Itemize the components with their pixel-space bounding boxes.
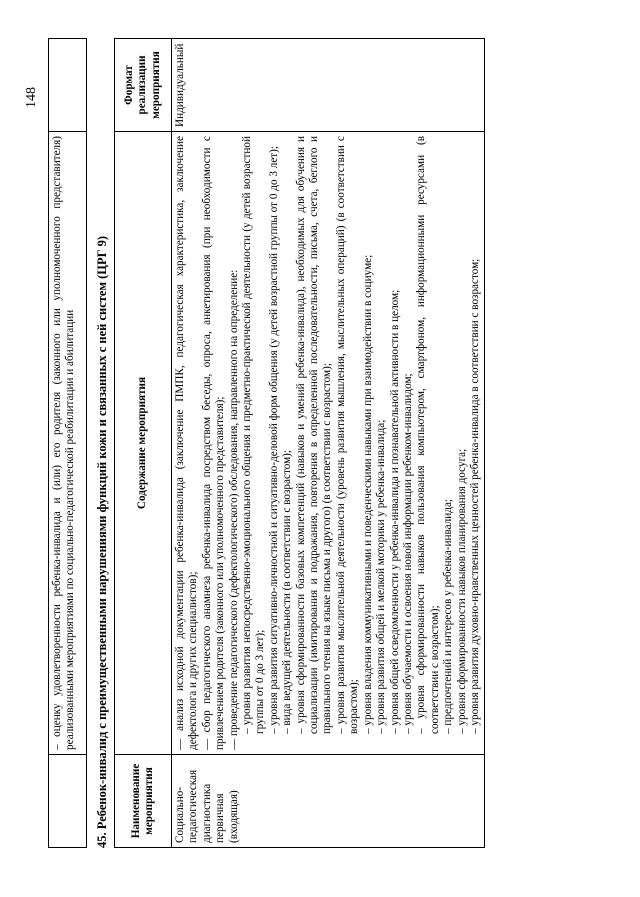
continued-table: [48, 38, 87, 848]
sub-list-item: – уровня обучаемости и освоения новой информации ребенком-инвалидом;: [401, 373, 414, 734]
sub-list-item: – уровня развития духовно-нравственных ценностей ребенка-инвалида в соответствии с возрастом;: [468, 258, 481, 734]
header-name: Наименование мероприятия: [115, 755, 172, 848]
sub-list-item: – уровня сформированности навыков пользования компьютером, смартфоном, информационными ресурсами (в соответствии с возрастом);: [415, 136, 441, 734]
header-format: Формат реализации мероприятия: [115, 39, 172, 132]
rotated-page-content: [24, 38, 590, 848]
sub-list-item: – вида ведущей деятельности (в соответствии с возрастом);: [281, 450, 294, 734]
list-item: — анализ исходной документации ребенка-инвалида (заключение ПМПК, педагогическая характеристика, заключение дефектолога и других специалистов);: [174, 136, 200, 750]
sub-list-item: – уровня общей осведомленности у ребенка-инвалида и познавательной активности в целом;: [388, 289, 401, 734]
prev-content-cell: – оценку удовлетворенности ребенка-инвалида и (или) его родителя (законного или уполномоченного представителя) реализованными мероприятиями по социально-педагогической реабилитации и абилитации: [49, 132, 87, 755]
measure-name-cell: Социально-педагогическая диагностика первичная (входящая): [172, 755, 485, 848]
list-item: — проведение педагогического (дефектологического) обследования, направленного на определение:: [227, 269, 240, 750]
table-row: [49, 39, 87, 848]
header-row: [115, 39, 172, 848]
empty-cell: [49, 39, 87, 132]
sub-list-item: – уровня развития общей и мелкой моторики у ребенка-инвалида;: [375, 419, 388, 734]
table-row: [172, 39, 485, 848]
sub-list-item: – уровня владения коммуникативными и поведенческими навыками при взаимодействии в социуме;: [361, 254, 374, 734]
sub-list-item: – уровня сформированности базовых компетенций (навыков и умений ребенка-инвалида), необходимых для обучения и социализации (имитирования и подражания, повторения в определенной последовательности, письма, счета, беглого и правильного чтения на языке письма и другого) (в соответствии с возрастом);: [294, 136, 334, 734]
header-content: Содержание мероприятия: [115, 132, 172, 755]
empty-cell: [49, 755, 87, 848]
page-number: 148: [24, 87, 39, 108]
sub-list-item: – уровня развития мыслительной деятельности (уровень развития мышления, мыслительных операций) (в соответствии с возрастом);: [334, 136, 361, 734]
sub-list-item: – уровня развития непосредственно-эмоционального общения и предметно-практической деятельности (у детей возрастной группы от 0 до 3 лет);: [241, 136, 267, 734]
measure-format-cell: Индивидуальный: [172, 39, 485, 132]
measures-table: [114, 38, 485, 848]
list-item: — сбор педагогического анамнеза ребенка-инвалида посредством беседы, опроса, анкетирования (при необходимости с привлечением родителя (законного или уполномоченного представителя);: [200, 136, 227, 750]
measure-content-cell: [172, 132, 485, 755]
sub-list-item: – предпочтений и интересов у ребенка-инвалида;: [442, 498, 455, 734]
sub-list-item: – уровня сформированности навыков планирования досуга;: [455, 448, 468, 734]
sub-list-item: – уровня развития ситуативно-личностной и ситуативно-деловой форм общения (у детей возрастной группы от 0 до 3 лет);: [267, 145, 280, 734]
section-heading: 45. Ребенок-инвалид с преимущественными нарушениями функций кожи и связанных с ней систем (ЦРГ 9): [95, 235, 109, 848]
